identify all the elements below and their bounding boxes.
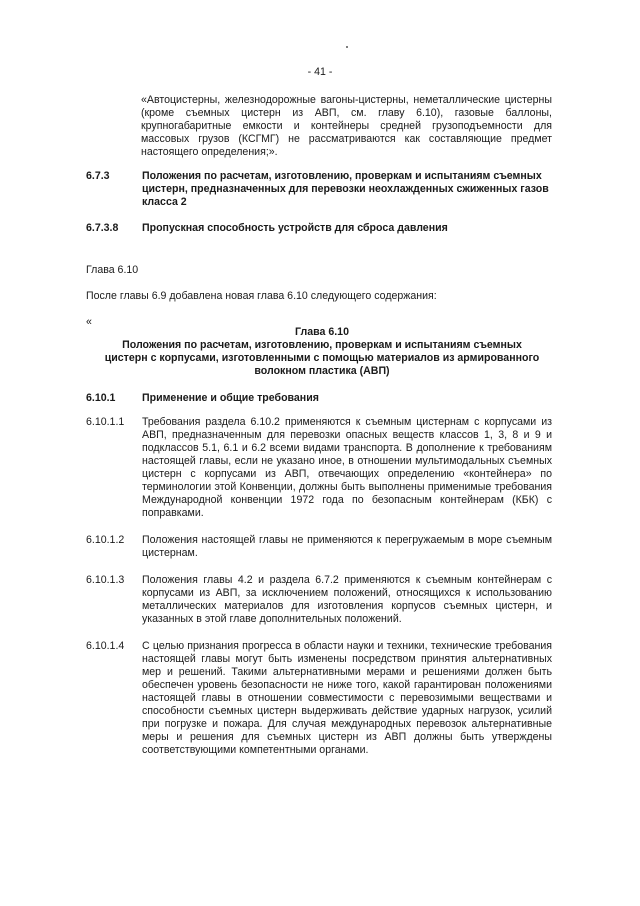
clause-text: Положения настоящей главы не применяются к перегружаемым в море съемным цистернам.: [142, 534, 552, 559]
chapter-heading: Глава 6.10: [295, 326, 349, 338]
clause-list: [86, 416, 552, 771]
clause-number: 6.10.1.3: [86, 574, 125, 586]
clause-number: 6.10.1.2: [86, 534, 125, 546]
section-heading-6-7-3: [86, 170, 552, 209]
scan-dot: [346, 46, 348, 48]
chapter-title: Положения по расчетам, изготовлению, проверкам и испытаниям съемных цистерн с корпусами, изготовленными с помощью материалов из армированного волокном пластика (АВП): [104, 339, 540, 377]
clause-text: Положения главы 4.2 и раздела 6.7.2 применяются к съемным контейнерам с корпусами из АВП, за исключением положений, относящихся к использованию металлических материалов для изготовления корпусов съемных цистерн, и указанных в этой главе дополнительных положений.: [142, 574, 552, 625]
intro-text: После главы 6.9 добавлена новая глава 6.10 следующего содержания:: [86, 290, 437, 302]
clause-text: С целью признания прогресса в области науки и техники, технические требования настоящей главы могут быть изменены посредством принятия альтернативных мер и решений. Такими альтернативными мерами и решениями должен быть обеспечен уровень безопасности не ниже того, какой гарантирован положениями настоящей главы в отношении совместимости с перевозимыми веществами и способности съемных цистерн выдерживать действие ударных нагрузок, усилий при погрузке и пожара. Для случая международных перевозок альтернативные меры и решения для съемных цистерн из АВП должны быть утверждены соответствующими компетентными органами.: [142, 640, 552, 756]
section-number: 6.10.1: [86, 392, 116, 404]
clause-item: [86, 416, 552, 520]
section-heading-6-10-1: [86, 392, 552, 405]
opening-quote-mark: «: [86, 316, 92, 328]
section-number: 6.7.3: [86, 170, 110, 182]
chapter-label: Глава 6.10: [86, 264, 139, 276]
section-title: Положения по расчетам, изготовлению, проверкам и испытаниям съемных цистерн, предназначенных для перевозки неохлажденных сжиженных газов класса 2: [142, 170, 549, 208]
clause-item: [86, 640, 552, 757]
clause-text: Требования раздела 6.10.2 применяются к съемным цистернам с корпусами из АВП, предназначенным для перевозки опасных веществ классов 1, 3, 8 и 9 и подклассов 5.1, 6.1 и 6.2 всеми видами транспорта. В дополнение к требованиям настоящей главы, если не указано иное, в отношении мультимодальных съемных цистерн с корпусами из АВП, отвечающих определению «контейнера» по терминологии этой Конвенции, должны быть выполнены применимые требования Международной конвенции 1972 года по безопасным контейнерам (КБК) с поправками.: [142, 416, 552, 519]
section-heading-6-7-3-8: [86, 222, 552, 235]
page-number: - 41 -: [307, 66, 333, 78]
clause-number: 6.10.1.4: [86, 640, 125, 652]
section-title: Применение и общие требования: [142, 392, 319, 404]
section-number: 6.7.3.8: [86, 222, 119, 234]
quoted-definition: «Автоцистерны, железнодорожные вагоны-цистерны, неметаллические цистерны (кроме съемных цистерн из АВП, см. главу 6.10), газовые баллоны, крупногабаритные емкости и контейнеры средней грузоподъемности для массовых грузов (КСГМГ) не рассматриваются как составляющие предмет настоящего определения;».: [141, 94, 552, 158]
clause-number: 6.10.1.1: [86, 416, 125, 428]
clause-item: [86, 574, 552, 626]
section-title: Пропускная способность устройств для сброса давления: [142, 222, 448, 234]
clause-item: [86, 534, 552, 560]
chapter-title-block: [100, 326, 544, 378]
